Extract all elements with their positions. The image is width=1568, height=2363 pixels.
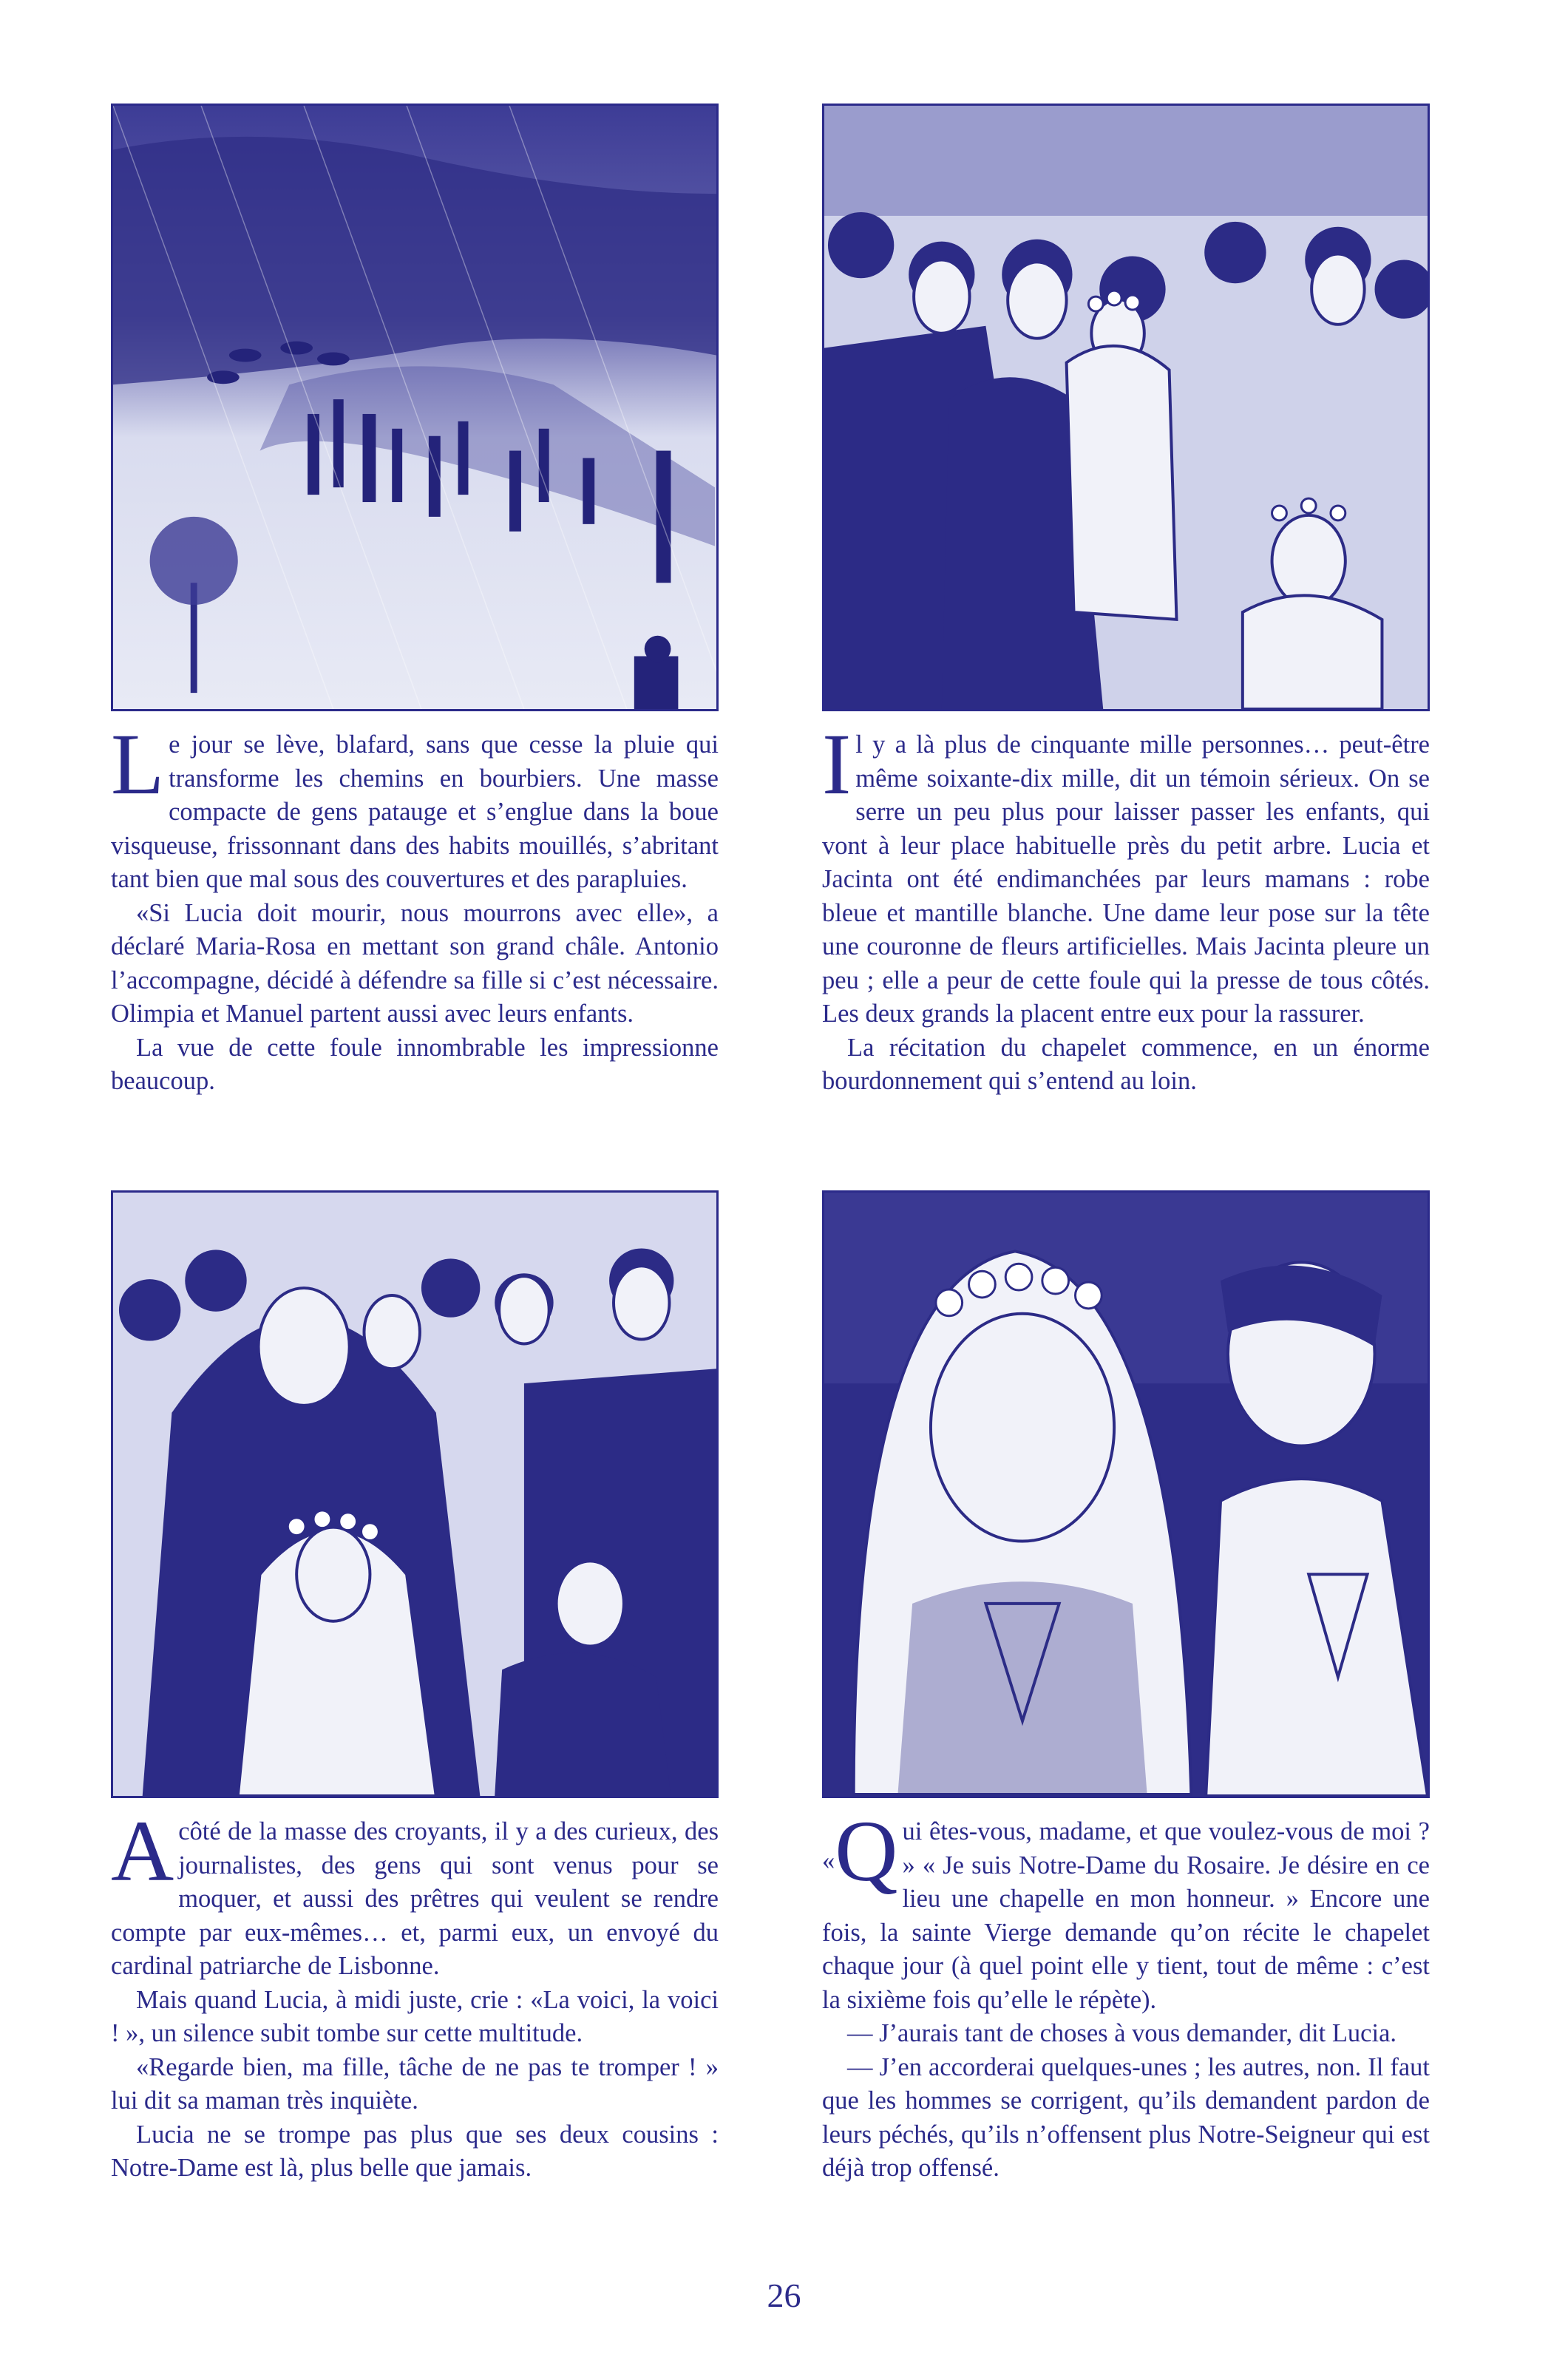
paragraph: La vue de cette foule innombrable les impressionne beaucoup. — [111, 1033, 719, 1095]
paragraph: Lucia ne se trompe pas plus que ses deux cousins : Notre-Dame est là, plus belle que jamais. — [111, 2120, 719, 2182]
paragraph: — J’aurais tant de choses à vous demander, dit Lucia. — [847, 2019, 1397, 2047]
illustration-pilgrims-procession — [111, 104, 719, 711]
paragraph: «Si Lucia doit mourir, nous mourrons avec elle», a déclaré Maria-Rosa en mettant son grand châle. Antonio l’accompagne, décidé à défendre sa fille si c’est nécessaire. Olimpia et Manuel partent aussi avec leurs enfants. — [111, 898, 719, 1028]
illustration-children-praying — [822, 1190, 1430, 1798]
text-block-apparition — [111, 1803, 719, 2186]
paragraph: «Regarde bien, ma fille, tâche de ne pas te tromper ! » lui dit sa maman très inquiète. — [111, 2052, 719, 2115]
page-number: 26 — [767, 2276, 801, 2314]
paragraph: Mais quand Lucia, à midi juste, crie : «La voici, la voici ! », un silence subit tombe sur cette multitude. — [111, 1985, 719, 2047]
paragraph: Il y a là plus de cinquante mille personnes… peut-être même soixante-dix mille, dit un témoin sérieux. On se serre un peu plus pour laisser passer les enfants, qui vont à leur place habituelle près du petit arbre. Lucia et Jacinta ont été endimanchées par leurs mamans : robe bleue et mantille blanche. Une dame leur pose sur la tête une couronne de fleurs artificielles. Mais Jacinta pleure un peu ; elle a peur de cette foule qui la presse de tous côtés. Les deux grands la placent entre eux pour la rassurer. — [822, 716, 1430, 1028]
opening-quote: « — [822, 1847, 835, 1875]
text-block-dialogue — [822, 1803, 1430, 2186]
drop-cap: Q — [835, 1803, 898, 1899]
paragraph: Le jour se lève, blafard, sans que cesse la pluie qui transforme les chemins en bourbiers. Une masse compacte de gens patauge et s’englue dans la boue visqueuse, frissonnant dans des habits mouillés, s’abritant tant bien que mal sous des couvertures et des parapluies. — [111, 716, 719, 893]
text-block-crowd — [822, 716, 1430, 1099]
drop-cap: I — [822, 716, 852, 813]
drop-cap: L — [111, 716, 165, 813]
text-block-procession — [111, 716, 719, 1099]
drop-cap: A — [111, 1803, 174, 1899]
paragraph: — J’en accorderai quelques-unes ; les autres, non. Il faut que les hommes se corrigent, qu’ils demandent pardon de leurs péchés, qu’ils n’offensent plus Notre-Seigneur qui est déjà trop offensé. — [822, 2052, 1430, 2182]
illustration-mother-and-children — [111, 1190, 719, 1798]
paragraph: « Q ui êtes-vous, madame, et que voulez-vous de moi ? » « Je suis Notre-Dame du Rosaire. Je désire en ce lieu une chapelle en mon honneur. » Encore une fois, la sainte Vierge demande qu’on récite le chapelet chaque jour (à quel point elle y tient, tout de même : c’est la sixième fois qu’elle le répète). — [822, 1803, 1430, 2014]
paragraph: La récitation du chapelet commence, en un énorme bourdonnement qui s’entend au loin. — [822, 1033, 1430, 1095]
paragraph: Acôté de la masse des croyants, il y a des curieux, des journalistes, des gens qui sont venus pour se moquer, et aussi des prêtres qui veulent se rendre compte par eux-mêmes… et, parmi eux, un envoyé du cardinal patriarche de Lisbonne. — [111, 1803, 719, 1980]
illustration-crowd-with-children — [822, 104, 1430, 711]
